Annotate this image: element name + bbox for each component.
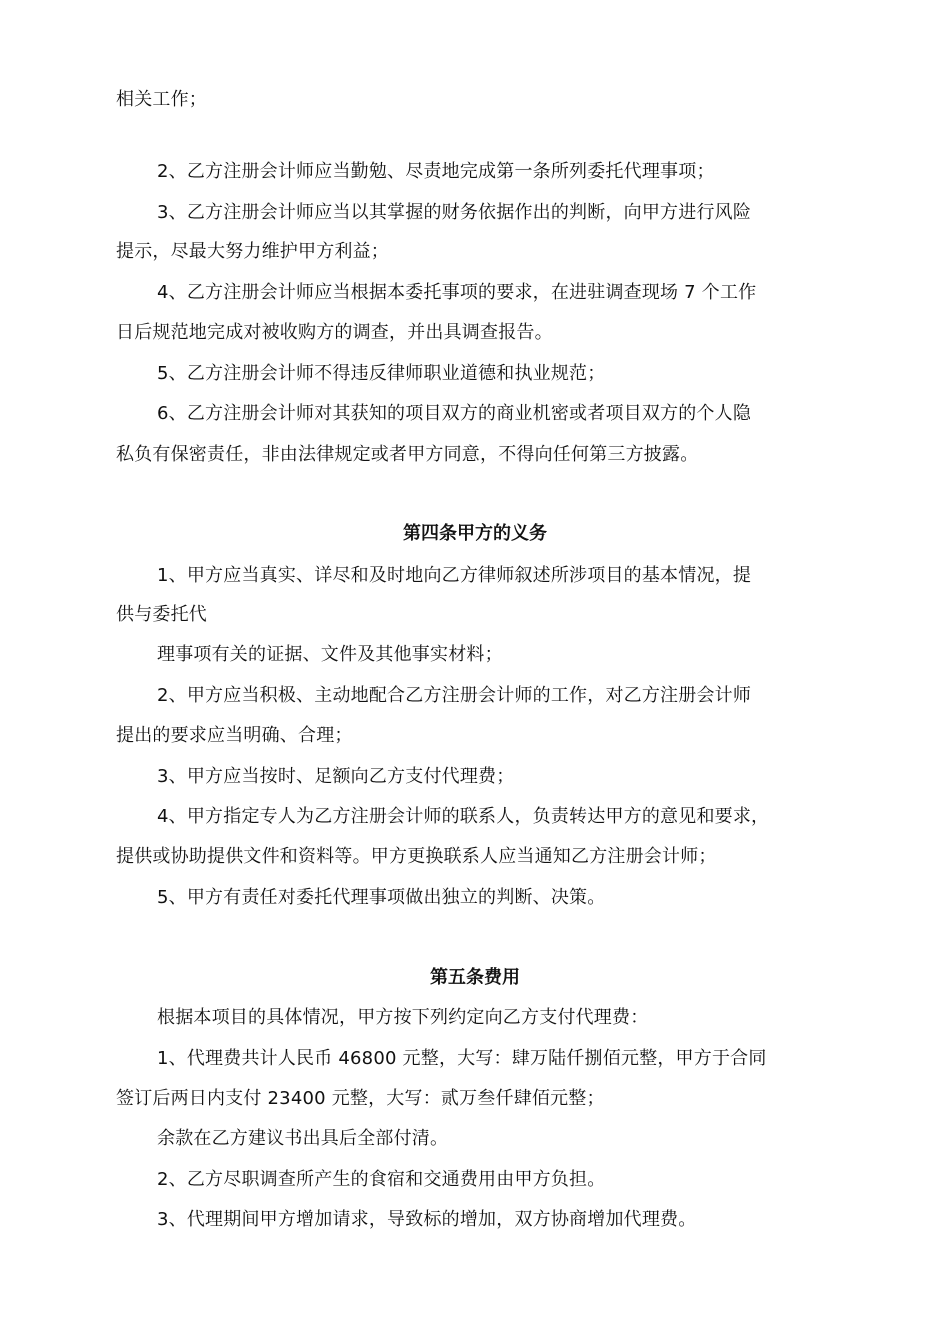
- section-heading: 第五条费用: [430, 967, 520, 988]
- paragraph-line: 提示，尽最大努力维护甲方利益；: [116, 241, 389, 262]
- paragraph-line: 根据本项目的具体情况，甲方按下列约定向乙方支付代理费：: [157, 1007, 649, 1028]
- paragraph-line: 余款在乙方建议书出具后全部付清。: [157, 1128, 449, 1149]
- paragraph-line: 签订后两日内支付 23400 元整，大写：贰万叁仟肆佰元整；: [116, 1088, 605, 1109]
- paragraph-line: 1、甲方应当真实、详尽和及时地向乙方律师叙述所涉项目的基本情况，提: [157, 565, 752, 586]
- paragraph-line: 日后规范地完成对被收购方的调查，并出具调查报告。: [116, 322, 553, 343]
- paragraph-line: 5、乙方注册会计师不得违反律师职业道德和执业规范；: [157, 363, 606, 384]
- paragraph-line: 2、乙方尽职调查所产生的食宿和交通费用由甲方负担。: [157, 1169, 606, 1190]
- paragraph-line: 1、代理费共计人民币 46800 元整，大写：肆万陆仟捌佰元整，甲方于合同: [157, 1048, 767, 1069]
- paragraph-line: 提出的要求应当明确、合理；: [116, 725, 353, 746]
- paragraph-line: 3、代理期间甲方增加请求，导致标的增加，双方协商增加代理费。: [157, 1209, 697, 1230]
- paragraph-line: 2、乙方注册会计师应当勤勉、尽责地完成第一条所列委托代理事项；: [157, 161, 715, 182]
- paragraph-line: 3、乙方注册会计师应当以其掌握的财务依据作出的判断，向甲方进行风险: [157, 202, 752, 223]
- paragraph-line: 提供或协助提供文件和资料等。甲方更换联系人应当通知乙方注册会计师；: [116, 846, 717, 867]
- paragraph-line: 相关工作；: [116, 89, 207, 110]
- paragraph-line: 2、甲方应当积极、主动地配合乙方注册会计师的工作，对乙方注册会计师: [157, 685, 752, 706]
- section-heading: 第四条甲方的义务: [403, 523, 547, 544]
- paragraph-line: 4、乙方注册会计师应当根据本委托事项的要求，在进驻调查现场 7 个工作: [157, 282, 757, 303]
- paragraph-line: 私负有保密责任，非由法律规定或者甲方同意，不得向任何第三方披露。: [116, 444, 699, 465]
- paragraph-line: 4、甲方指定专人为乙方注册会计师的联系人，负责转达甲方的意见和要求，: [157, 806, 770, 827]
- paragraph-line: 5、甲方有责任对委托代理事项做出独立的判断、决策。: [157, 887, 606, 908]
- paragraph-line: 6、乙方注册会计师对其获知的项目双方的商业机密或者项目双方的个人隐: [157, 403, 752, 424]
- paragraph-line: 理事项有关的证据、文件及其他事实材料；: [157, 644, 503, 665]
- paragraph-line: 3、甲方应当按时、足额向乙方支付代理费；: [157, 766, 515, 787]
- paragraph-line: 供与委托代: [116, 604, 207, 625]
